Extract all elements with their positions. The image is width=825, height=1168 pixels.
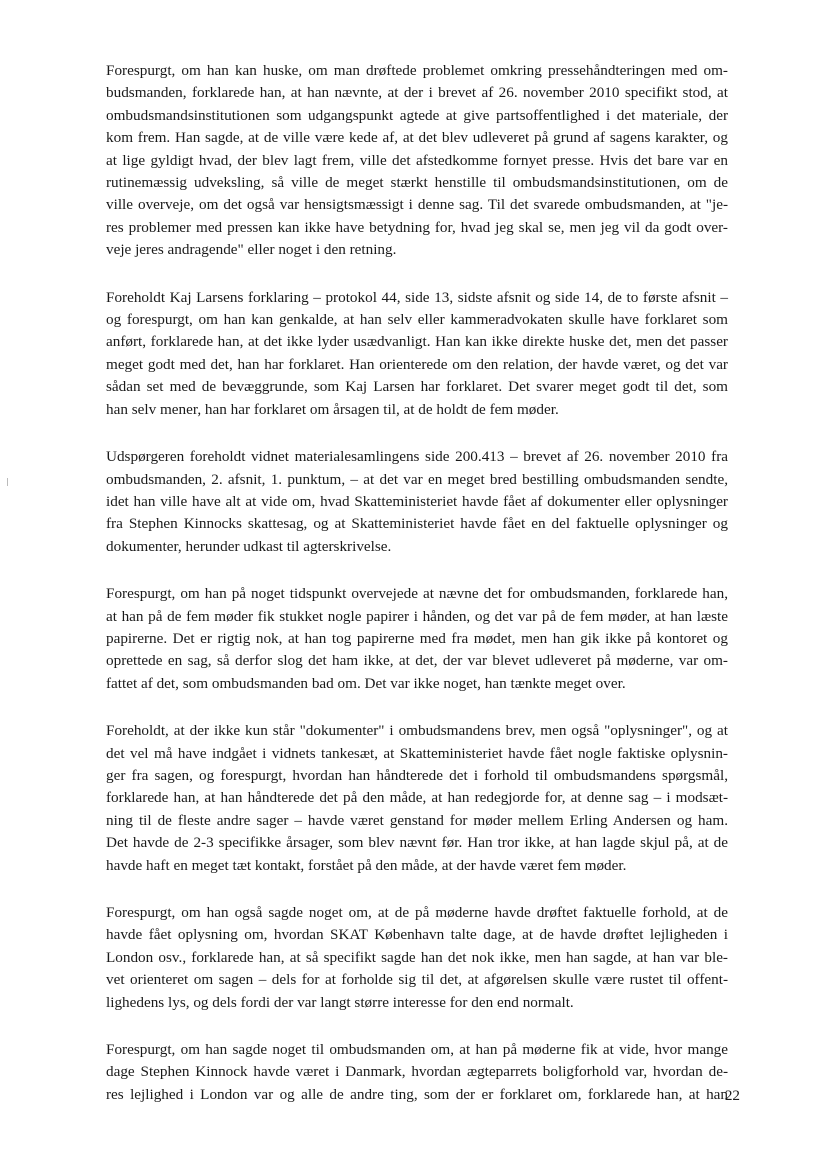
text-line: dokumenter, herunder udkast til agterskrivelse. — [106, 537, 392, 555]
text-line: oprettede en sag, så derfor slog det ham ikke, at det, der var blevet udleveret på møderne, var om- — [106, 652, 728, 670]
paragraph — [106, 287, 728, 421]
text-line: anført, forklarede han, at det ikke lyder usædvanligt. Han kan ikke direkte huske det, men det passer — [106, 333, 728, 351]
text-line: forklarede han, at han håndterede det på den måde, at han redegjorde for, at denne sag – i modsæt- — [106, 789, 728, 807]
text-line: ning til de fleste andre sager – havde været genstand for møder mellem Erling Andersen og ham. — [106, 811, 728, 829]
text-line: rutinemæssig udveksling, så ville de meget stærkt henstille til ombudsmandsinstitutionen, om de — [106, 174, 728, 192]
text-line: Foreholdt, at der ikke kun står "dokumenter" i ombudsmandens brev, men også "oplysninger", og at — [106, 722, 728, 740]
paragraph — [106, 902, 728, 1014]
text-line: havde fået oplysning om, hvordan SKAT København talte dage, at de havde drøftet lejligheden i — [106, 926, 728, 944]
text-line: papirerne. Det er rigtig nok, at han tog papirerne med fra mødet, men han gik ikke på kontoret og — [106, 629, 728, 647]
text-line: det vel må have indgået i vidnets tankesæt, at Skatteministeriet havde fået nogle faktiske oplysnin- — [106, 744, 728, 762]
text-line: Foreholdt Kaj Larsens forklaring – protokol 44, side 13, sidste afsnit og side 14, de to første afsnit – — [106, 288, 728, 306]
text-line: budsmanden, forklarede han, at han nævnte, at der i brevet af 26. november 2010 specifikt stod, at — [106, 84, 728, 102]
text-line: lighedens lys, og dels fordi der var langt større interesse for den end normalt. — [106, 993, 574, 1011]
text-line: res lejlighed i London var og alle de andre ting, som der er forklaret om, forklarede han, at han — [106, 1085, 728, 1103]
paragraph — [106, 446, 728, 558]
paragraph — [106, 583, 728, 695]
text-line: fra Stephen Kinnocks skattesag, og at Skatteministeriet havde fået en del faktuelle oplysninger og — [106, 515, 728, 533]
text-line: sådan set med de bevæggrunde, som Kaj Larsen har forklaret. Det svarer meget godt til det, som — [106, 378, 728, 396]
text-line: meget godt med det, han har forklaret. Han orienterede om den relation, der havde været, og det var — [106, 355, 728, 373]
text-line: Forespurgt, om han sagde noget til ombudsmanden om, at han på møderne fik at vide, hvor mange — [106, 1041, 728, 1059]
text-line: Forespurgt, om han kan huske, om man drøftede problemet omkring pressehåndteringen med om- — [106, 62, 728, 79]
document-body — [106, 60, 728, 1131]
text-line: dage Stephen Kinnock havde været i Danmark, hvordan ægteparrets boligforhold var, hvordan de- — [106, 1063, 728, 1081]
text-line: at lige gyldigt hvad, der blev lagt frem, ville det afstedkomme fornyet presse. Hvis det bare var en — [106, 151, 728, 169]
text-line: havde haft en meget tæt kontakt, forstået på den måde, at der havde været fem møder. — [106, 856, 627, 874]
text-line: London osv., forklarede han, at så specifikt sagde han det nok ikke, men han sagde, at han var ble- — [106, 948, 728, 966]
text-line: idet han ville have alt at vide om, hvad Skatteministeriet havde fået af dokumenter eller oplysninger — [106, 492, 728, 510]
text-line: Det havde de 2-3 specifikke årsager, som blev nævnt før. Han tror ikke, at han lagde skjul på, at de — [106, 834, 728, 852]
text-line: ville overveje, om det også var hensigtsmæssigt i denne sag. Til det svarede ombudsmanden, at "je- — [106, 196, 728, 214]
text-line: at han på de fem møder fik stukket nogle papirer i hånden, og det var på de fem møder, at han læste — [106, 607, 728, 625]
text-line: ger fra sagen, og forespurgt, hvordan han håndterede det i forhold til ombudsmandens spørgsmål, — [106, 766, 728, 784]
text-line: fattet af det, som ombudsmanden bad om. Det var ikke noget, han tænkte meget over. — [106, 674, 626, 692]
text-line: han selv mener, han har forklaret om årsagen til, at de holdt de fem møder. — [106, 400, 559, 418]
text-line: Forespurgt, om han på noget tidspunkt overvejede at nævne det for ombudsmanden, forklarede han, — [106, 585, 728, 603]
text-line: res problemer med pressen kan ikke have betydning for, hvad jeg skal se, men jeg vil da godt over- — [106, 218, 728, 236]
paragraph — [106, 1039, 728, 1106]
paragraph — [106, 720, 728, 877]
text-line: veje jeres andragende" eller noget i den retning. — [106, 241, 397, 259]
text-line: ombudsmandsinstitutionen som udgangspunkt agtede at give partsoffentlighed i det materiale, der — [106, 106, 728, 124]
text-line: Forespurgt, om han også sagde noget om, at de på møderne havde drøftet faktuelle forhold, at de — [106, 904, 728, 921]
text-line: vet orienteret om sagen – dels for at forholde sig til det, at afgørelsen skulle være rustet til offent- — [106, 971, 728, 989]
paragraph — [106, 60, 728, 262]
text-line: ombudsmanden, 2. afsnit, 1. punktum, – at det var en meget bred bestilling ombudsmanden sendte, — [106, 470, 728, 488]
text-line: Udspørgeren foreholdt vidnet materialesamlingens side 200.413 – brevet af 26. november 2010 fra — [106, 448, 728, 466]
page-number: 22 — [724, 1087, 740, 1104]
margin-mark — [7, 478, 8, 486]
text-line: kom frem. Han sagde, at de ville være kede af, at det blev udleveret på grund af sagens karakter, og — [106, 129, 728, 147]
text-line: og forespurgt, om han kan genkalde, at han selv eller kammeradvokaten skulle have forklaret som — [106, 311, 728, 329]
